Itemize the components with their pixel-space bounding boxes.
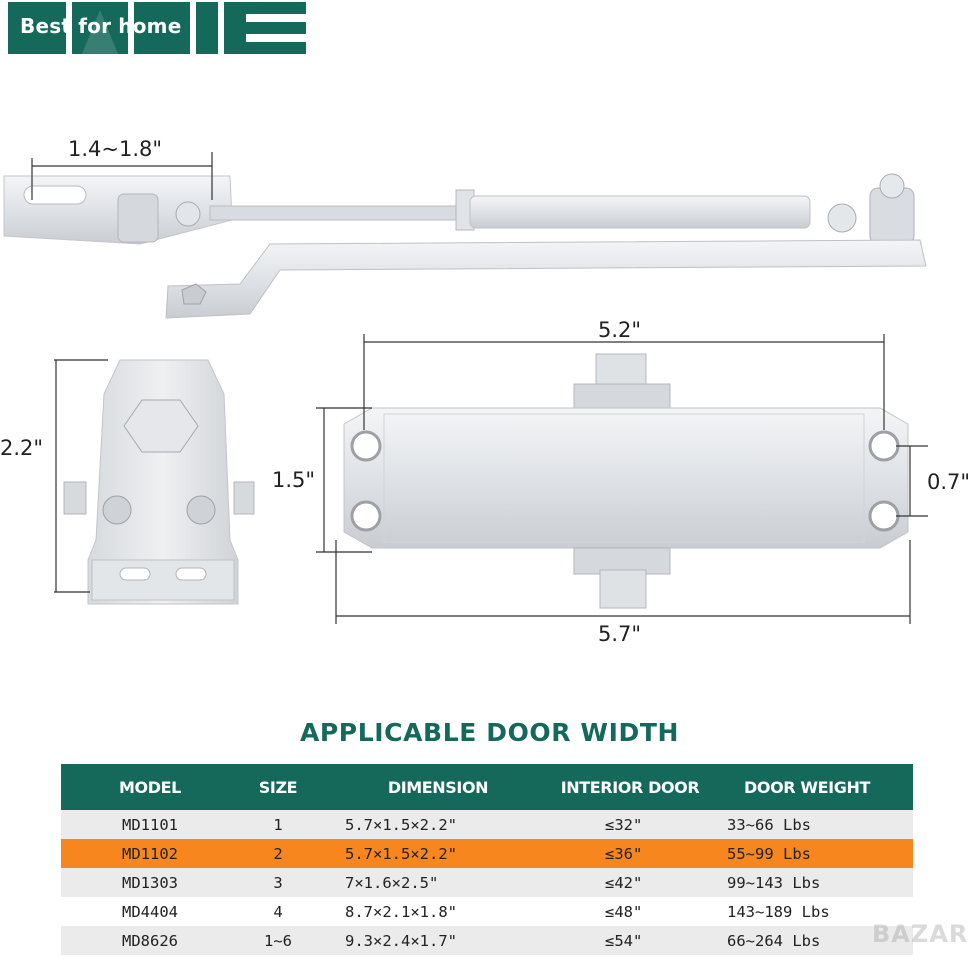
cell-model: MD8626 bbox=[61, 926, 239, 955]
side-stub-right bbox=[234, 482, 254, 514]
front-view bbox=[344, 354, 908, 608]
header-interior-door: INTERIOR DOOR bbox=[559, 764, 701, 810]
arm-span-label: 1.4~1.8" bbox=[68, 137, 163, 161]
cell-size: 1 bbox=[239, 810, 317, 839]
closer-body bbox=[344, 408, 908, 548]
cell-model: MD1101 bbox=[61, 810, 239, 839]
threaded-rod bbox=[210, 206, 460, 220]
side-base bbox=[92, 560, 234, 600]
hole-spacing-label: 0.7" bbox=[927, 470, 971, 494]
cell-dimension: 5.7×1.5×2.2" bbox=[317, 839, 559, 868]
cell-dimension: 5.7×1.5×2.2" bbox=[317, 810, 559, 839]
cell-interior-door: ≤48" bbox=[559, 897, 701, 926]
bracket-slot bbox=[24, 186, 86, 204]
mount-hole-bottom-left bbox=[352, 502, 380, 530]
cell-size: 3 bbox=[239, 868, 317, 897]
lower-arm bbox=[166, 240, 926, 318]
body-length-top-label: 5.2" bbox=[598, 318, 642, 342]
table-row bbox=[61, 926, 913, 955]
cell-dimension: 9.3×2.4×1.7" bbox=[317, 926, 559, 955]
table-row-highlighted bbox=[61, 839, 913, 868]
table-header-row bbox=[61, 764, 913, 810]
cell-size: 2 bbox=[239, 839, 317, 868]
end-bolt bbox=[880, 174, 904, 198]
mount-hole-bottom-right bbox=[870, 502, 898, 530]
cell-door-weight: 143~189 Lbs bbox=[701, 897, 913, 926]
cell-interior-door: ≤32" bbox=[559, 810, 701, 839]
arm-tube bbox=[470, 196, 810, 228]
section-title: APPLICABLE DOOR WIDTH bbox=[299, 718, 680, 747]
arm-assembly bbox=[4, 174, 926, 318]
mount-hole-top-right bbox=[870, 432, 898, 460]
cell-model: MD4404 bbox=[61, 897, 239, 926]
table-row bbox=[61, 810, 913, 839]
header-door-weight: DOOR WEIGHT bbox=[701, 764, 913, 810]
cell-size: 4 bbox=[239, 897, 317, 926]
body-length-bottom-label: 5.7" bbox=[598, 622, 642, 646]
header-dimension: DIMENSION bbox=[317, 764, 559, 810]
valve-screw-left bbox=[103, 496, 131, 524]
cell-interior-door: ≤54" bbox=[559, 926, 701, 955]
cell-interior-door: ≤42" bbox=[559, 868, 701, 897]
arm-knuckle bbox=[118, 194, 158, 242]
table-row bbox=[61, 868, 913, 897]
cell-dimension: 8.7×2.1×1.8" bbox=[317, 897, 559, 926]
arm-pivot bbox=[176, 202, 200, 226]
cell-door-weight: 99~143 Lbs bbox=[701, 868, 913, 897]
side-height-label: 2.2" bbox=[0, 436, 44, 460]
cell-interior-door: ≤36" bbox=[559, 839, 701, 868]
watermark: BAZAR bbox=[872, 920, 969, 948]
bottom-spindle bbox=[600, 570, 646, 608]
cell-size: 1~6 bbox=[239, 926, 317, 955]
valve-screw-right bbox=[187, 496, 215, 524]
cell-door-weight: 55~99 Lbs bbox=[701, 839, 913, 868]
mount-hole-top-left bbox=[352, 432, 380, 460]
side-view bbox=[64, 360, 254, 604]
header-model: MODEL bbox=[61, 764, 239, 810]
spec-table bbox=[61, 764, 913, 955]
table-row bbox=[61, 897, 913, 926]
tube-pivot bbox=[828, 204, 856, 232]
cell-door-weight: 66~264 Lbs bbox=[701, 926, 913, 955]
cell-dimension: 7×1.6×2.5" bbox=[317, 868, 559, 897]
brand-tagline: Best for home bbox=[20, 14, 182, 38]
side-stub-left bbox=[64, 482, 86, 514]
body-height-label: 1.5" bbox=[272, 468, 316, 492]
cell-model: MD1102 bbox=[61, 839, 239, 868]
header-size: SIZE bbox=[239, 764, 317, 810]
cell-model: MD1303 bbox=[61, 868, 239, 897]
cell-door-weight: 33~66 Lbs bbox=[701, 810, 913, 839]
